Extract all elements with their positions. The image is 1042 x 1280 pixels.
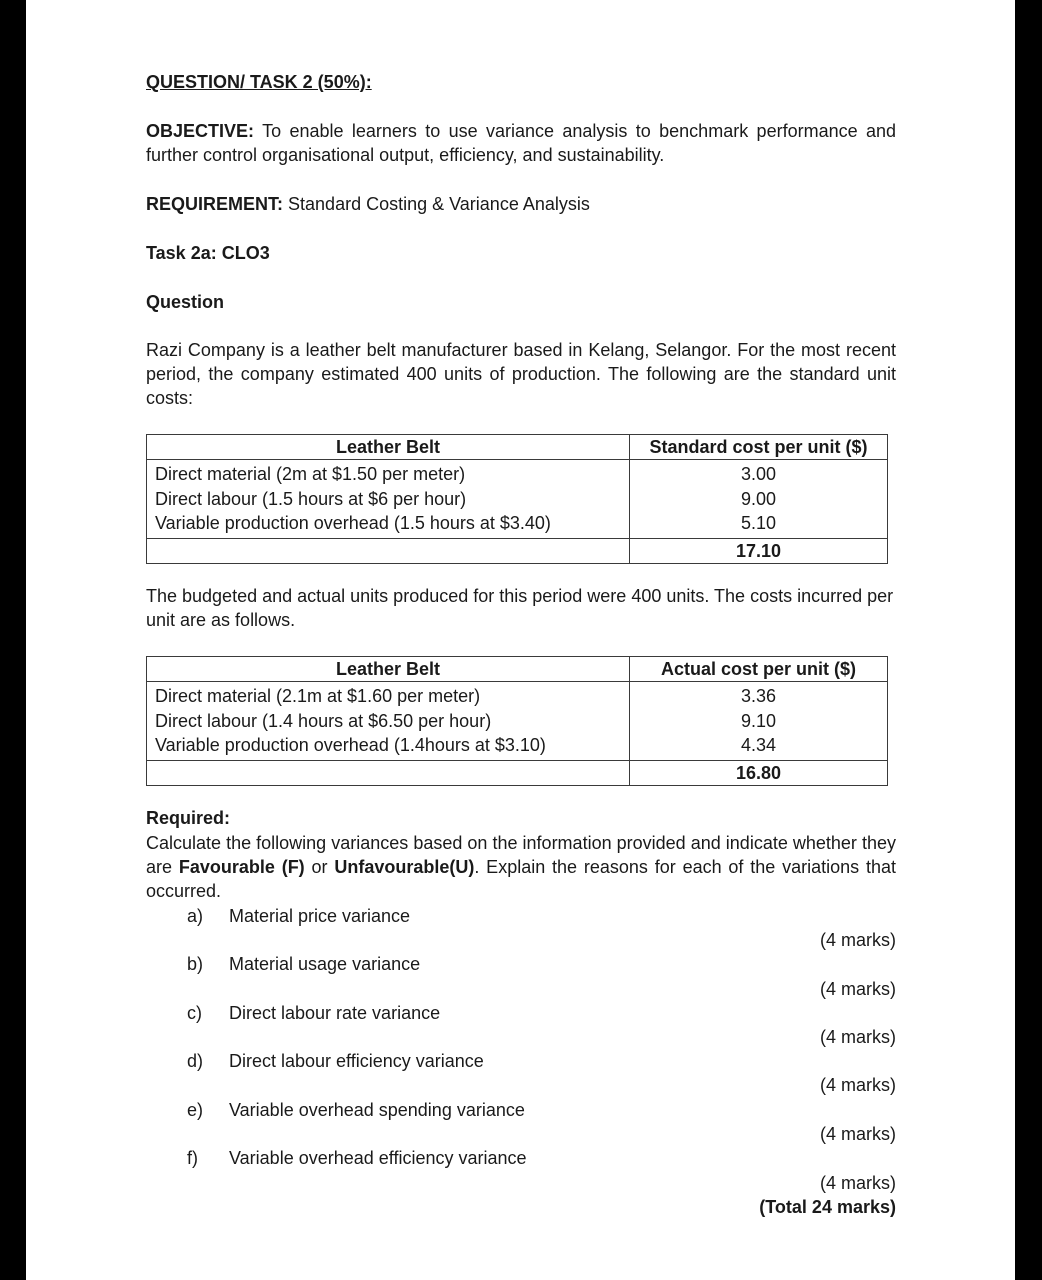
list-letter: c) <box>187 1003 202 1023</box>
list-label: Direct labour efficiency variance <box>229 1051 484 1071</box>
table-header-row <box>147 435 888 460</box>
task-heading: QUESTION/ TASK 2 (50%): <box>146 72 372 92</box>
total-marks: (Total 24 marks) <box>759 1197 896 1217</box>
standard-cost-table <box>146 434 888 564</box>
document-page <box>26 0 1015 1280</box>
table-cell: 3.00 <box>740 464 777 484</box>
marks-label: (4 marks) <box>820 1124 896 1144</box>
table-cell: 9.00 <box>740 488 777 509</box>
list-letter: b) <box>187 954 204 974</box>
question-label: Question <box>146 292 225 312</box>
unfavourable-label: Unfavourable(U) <box>334 857 475 877</box>
table-cell: 4.34 <box>740 735 777 755</box>
marks-label: (4 marks) <box>820 1027 896 1047</box>
list-item <box>146 904 896 928</box>
total-label-cell <box>147 538 630 563</box>
required-text-1: Calculate the following variances based on the information provided and indicate whether they are <box>146 833 896 877</box>
item-cell <box>147 460 630 539</box>
objective-paragraph <box>146 119 896 167</box>
favourable-label: Favourable (F) <box>178 857 305 877</box>
list-letter: a) <box>187 906 204 926</box>
marks-label: (4 marks) <box>820 979 896 999</box>
actual-paragraph: The budgeted and actual units produced for this period were 400 units. The costs incurred per unit are as follows. <box>146 586 894 630</box>
list-label: Material price variance <box>229 906 411 926</box>
list-label: Variable overhead spending variance <box>229 1100 525 1120</box>
total-label-cell <box>147 760 630 785</box>
objective-text: To enable learners to use variance analysis to benchmark performance and further control organisational output, efficiency, and sustainability. <box>146 121 896 165</box>
requirement-text: Standard Costing & Variance Analysis <box>288 194 590 214</box>
table-cell: 5.10 <box>740 513 777 533</box>
total-cost: 17.10 <box>630 538 888 563</box>
objective-label: OBJECTIVE: <box>146 121 255 141</box>
header-item: Leather Belt <box>147 435 630 460</box>
header-cost: Standard cost per unit ($) <box>630 435 888 460</box>
header-cost: Actual cost per unit ($) <box>630 657 888 682</box>
intro-paragraph: Razi Company is a leather belt manufacturer based in Kelang, Selangor. For the most recent period, the company estimated 400 units of production. The following are the standard unit costs: <box>146 340 896 408</box>
item-cell <box>147 682 630 761</box>
table-header-row <box>147 657 888 682</box>
list-label: Variable overhead efficiency variance <box>229 1148 527 1168</box>
marks-label: (4 marks) <box>820 1173 896 1193</box>
cost-cell <box>630 460 888 539</box>
requirement-line <box>146 192 590 216</box>
table-total-row <box>147 760 888 785</box>
table-total-row <box>147 538 888 563</box>
marks-label: (4 marks) <box>820 1075 896 1095</box>
required-text-2: . Explain the reasons for each of the variations that occurred. <box>146 857 896 901</box>
task-label: Task 2a: CLO3 <box>146 243 270 263</box>
table-body-row <box>147 682 888 761</box>
list-label: Direct labour rate variance <box>229 1003 441 1023</box>
table-row: Direct material (2.1m at $1.60 per meter) <box>155 686 481 706</box>
table-cell: 9.10 <box>740 710 777 731</box>
required-paragraph <box>146 831 896 903</box>
list-letter: e) <box>187 1100 204 1120</box>
table-row: Direct labour (1.5 hours at $6 per hour) <box>155 488 467 509</box>
actual-cost-table <box>146 656 888 786</box>
header-item: Leather Belt <box>147 657 630 682</box>
table-row: Variable production overhead (1.5 hours at $3.40) <box>155 513 551 533</box>
required-text-or: or <box>304 857 335 877</box>
list-item <box>146 1001 896 1025</box>
list-item <box>146 952 896 976</box>
total-cost: 16.80 <box>630 760 888 785</box>
list-item <box>146 1049 896 1073</box>
list-letter: f) <box>187 1148 198 1168</box>
table-row: Direct material (2m at $1.50 per meter) <box>155 464 466 484</box>
table-cell: 3.36 <box>740 686 777 706</box>
table-row: Direct labour (1.4 hours at $6.50 per hour) <box>155 710 492 731</box>
list-item <box>146 1098 896 1122</box>
list-item <box>146 1146 896 1170</box>
table-row: Variable production overhead (1.4hours at $3.10) <box>155 735 546 755</box>
marks-label: (4 marks) <box>820 930 896 950</box>
list-label: Material usage variance <box>229 954 421 974</box>
list-letter: d) <box>187 1051 204 1071</box>
cost-cell <box>630 682 888 761</box>
table-body-row <box>147 460 888 539</box>
requirement-label: REQUIREMENT: <box>146 194 284 214</box>
required-label: Required: <box>146 808 231 828</box>
